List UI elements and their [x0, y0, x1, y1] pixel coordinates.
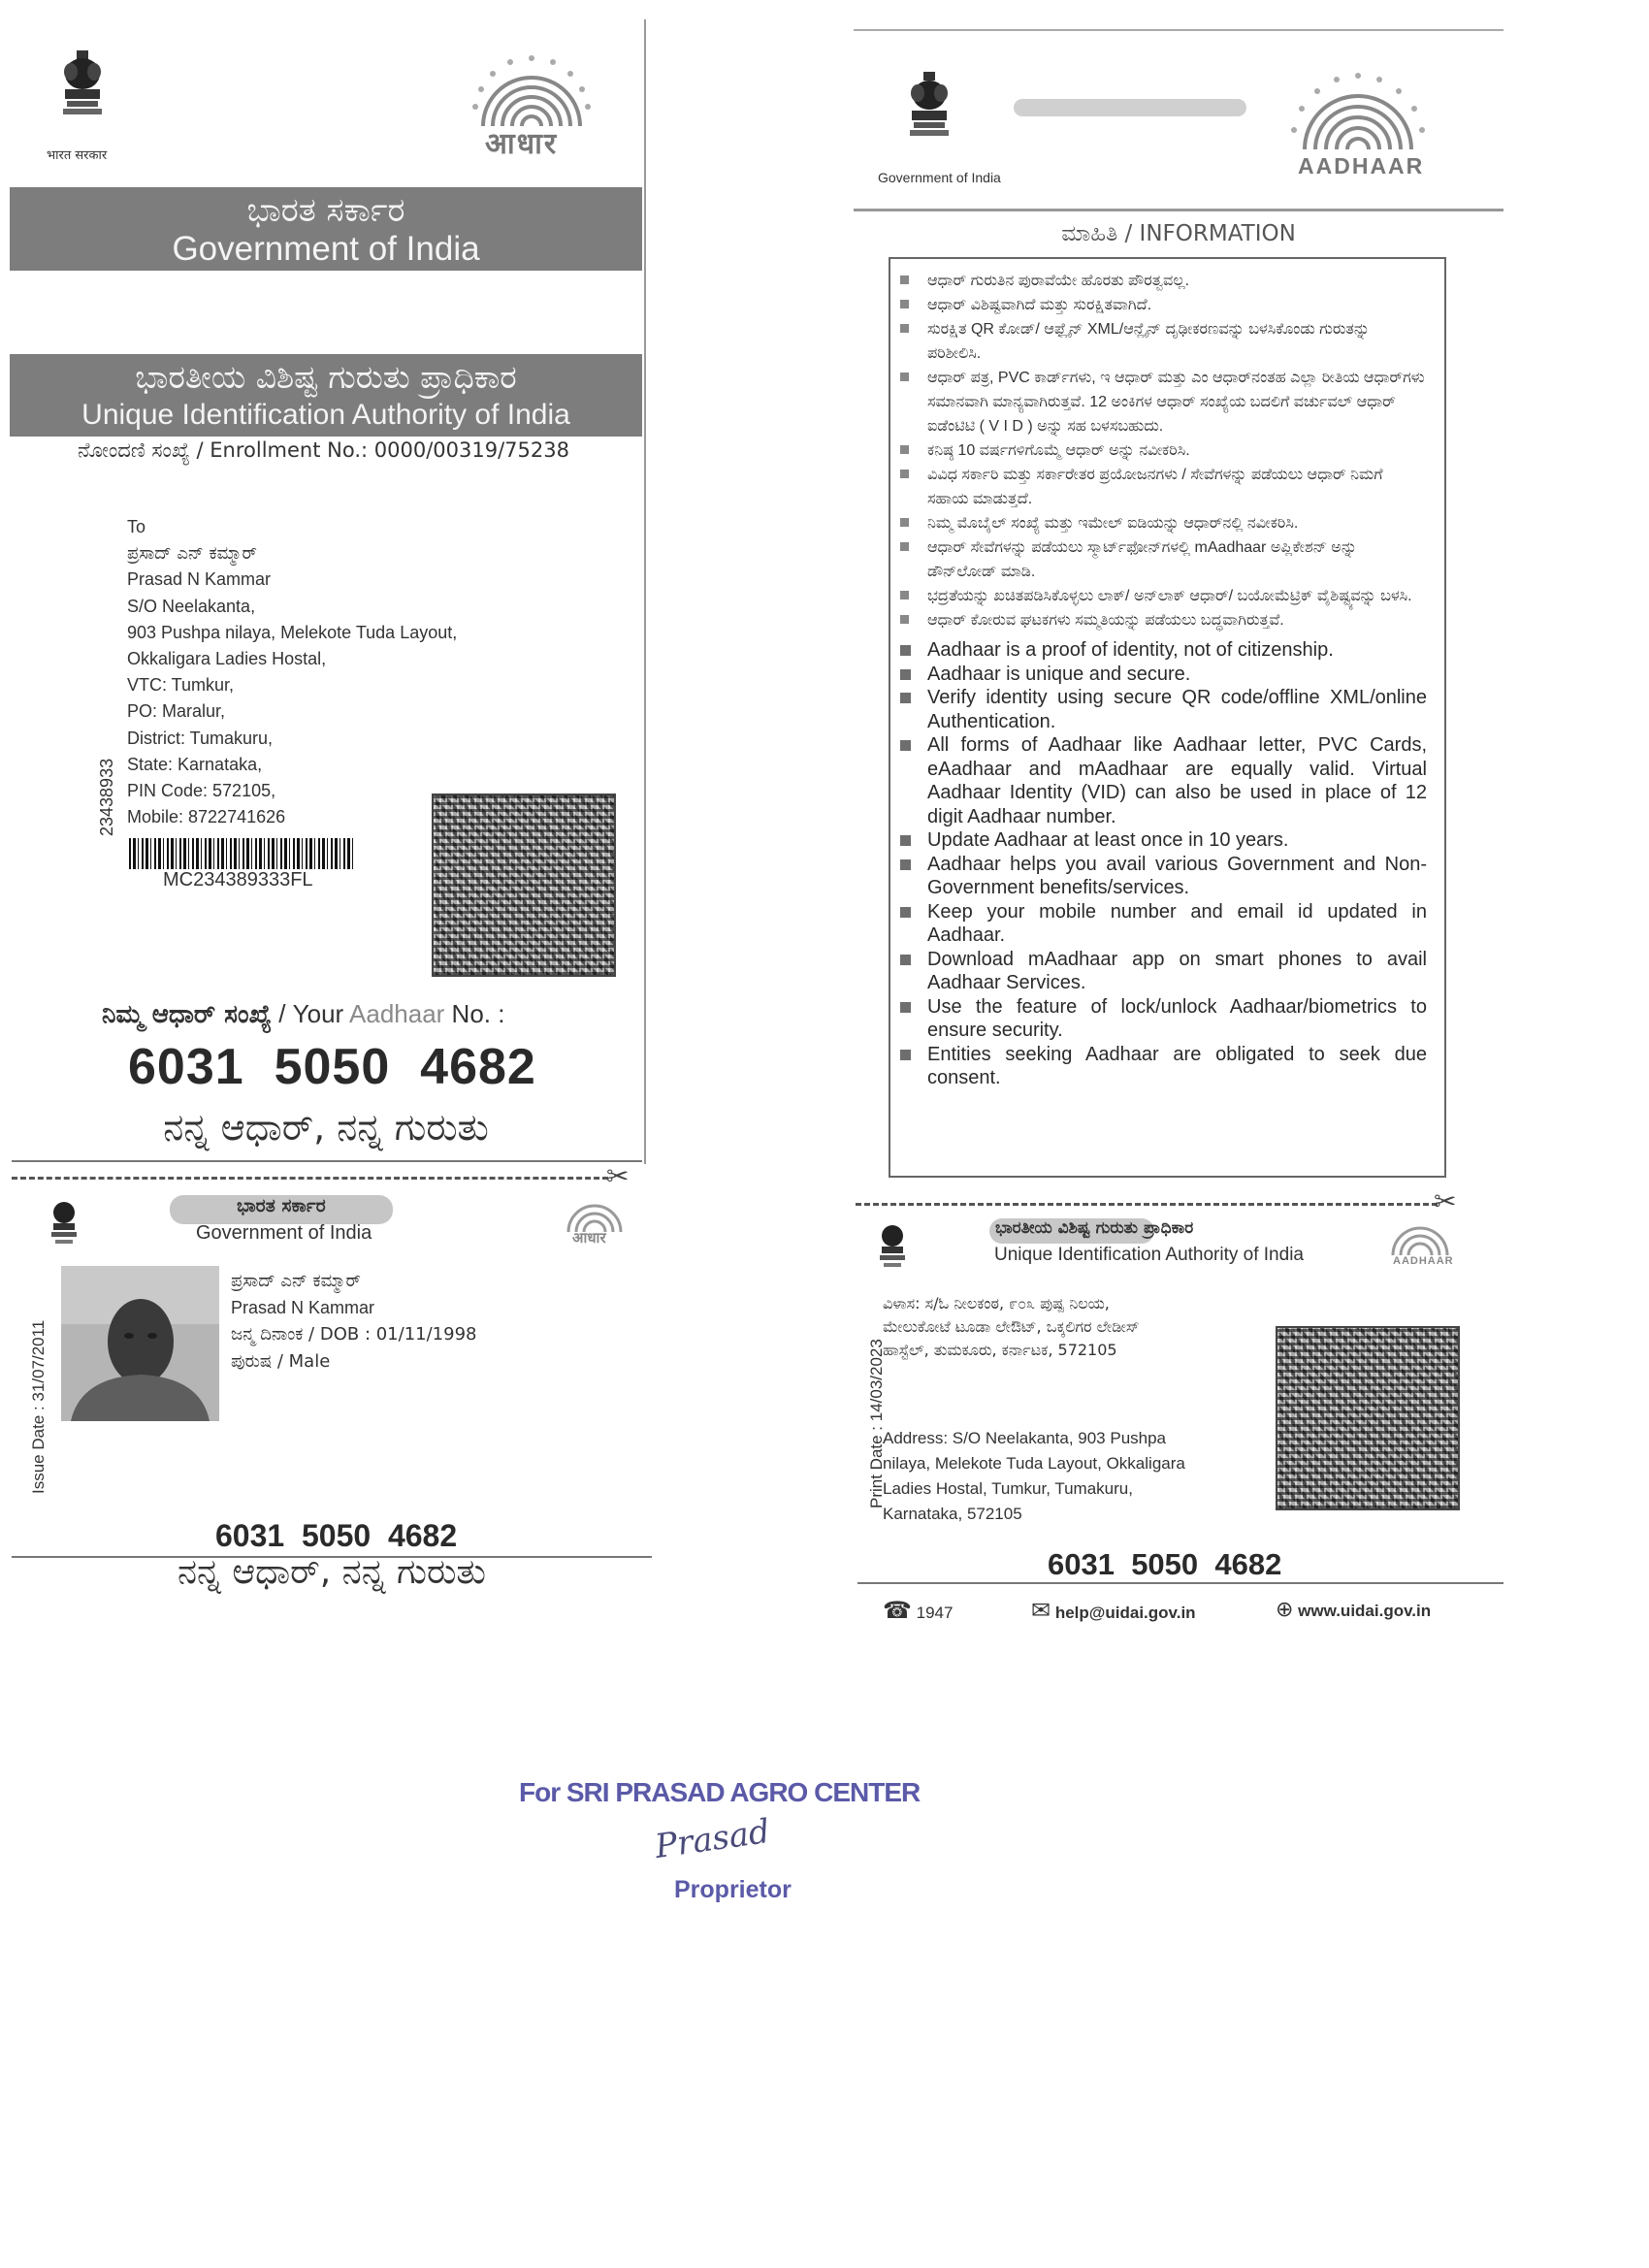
recipient-address: [127, 514, 457, 830]
emblem-caption: भारत सरकार: [47, 148, 108, 163]
your-aadhaar-label: [102, 999, 504, 1030]
address-en: [883, 1426, 1185, 1527]
right-id-card: [854, 1213, 1513, 1639]
address-en-line: Karnataka, 572105: [883, 1505, 1022, 1523]
card-dob: ಜನ್ಮ ದಿನಾಂಕ / DOB : 01/11/1998: [231, 1324, 477, 1345]
divider: [12, 1160, 642, 1162]
address-line: To: [127, 517, 146, 536]
website-url[interactable]: www.uidai.gov.in: [1298, 1602, 1432, 1620]
en-point: All forms of Aadhaar like Aadhaar letter, PVC Cards, eAadhaar and mAadhaar are equally valid. Virtual Aadhaar Identity (VID) can also be used in place of 12 digit Aadhaar number.: [894, 733, 1427, 828]
govt-title-kn: ಭಾರತ ಸರ್ಕಾರ: [246, 191, 405, 230]
info-blurred-header: [1014, 99, 1246, 116]
qr-code: [432, 794, 616, 977]
kn-point: ಆಧಾರ್ ವಿಶಿಷ್ಟವಾಗಿದೆ ಮತ್ತು ಸುರಕ್ಷಿತವಾಗಿದೆ.: [894, 293, 1425, 317]
card-divider: [857, 1582, 1504, 1584]
email-address[interactable]: help@uidai.gov.in: [1054, 1604, 1196, 1622]
address-line: Prasad N Kammar: [127, 569, 272, 590]
label-aadhaar: Aadhaar: [349, 999, 445, 1028]
uidai-title-en: Unique Identification Authority of India: [81, 399, 570, 431]
barcode: [129, 838, 356, 869]
address-line: State: Karnataka,: [127, 754, 263, 774]
address-kn-line: ಮೇಲುಕೋಟೆ ಟೂಡಾ ಲೇಔಟ್, ಒಕ್ಕಲಿಗರ ಲೇಡೀಸ್: [883, 1317, 1140, 1336]
card-tagline: ನನ್ನ ಆಧಾರ್, ನನ್ನ ಗುರುತು: [178, 1552, 486, 1592]
card-logo-text: आधार: [572, 1230, 606, 1247]
card-aadhaar-number: 6031 5050 4682: [215, 1518, 458, 1553]
phone-icon: ☎: [883, 1598, 912, 1624]
address-line: Mobile: 8722741626: [127, 807, 286, 827]
side-number: 23438933: [97, 758, 116, 836]
address-kn: [883, 1292, 1140, 1362]
en-point: Aadhaar is unique and secure.: [894, 663, 1427, 687]
en-point: Verify identity using secure QR code/offline XML/online Authentication.: [894, 686, 1427, 733]
state-emblem-icon: [47, 1195, 81, 1253]
card-name-kn: ಪ್ರಸಾದ್ ಎನ್ ಕಮ್ಮಾರ್: [231, 1271, 361, 1291]
en-point: Keep your mobile number and email id updated in Aadhaar.: [894, 900, 1427, 948]
address-en-line: Ladies Hostal, Tumkur, Tumakuru,: [883, 1479, 1133, 1498]
cut-line-right: [856, 1203, 1438, 1206]
info-heading: ಮಾಹಿತಿ / INFORMATION: [1061, 221, 1296, 246]
globe-icon: ⊕: [1276, 1597, 1294, 1621]
uidai-title-kn: ಭಾರತೀಯ ವಿಶಿಷ್ಟ ಗುರುತು ಪ್ರಾಧಿಕಾರ: [135, 358, 517, 396]
state-emblem-icon: [875, 1218, 910, 1277]
label-end: No. :: [444, 999, 505, 1028]
aadhaar-logo-text: आधार: [485, 128, 559, 160]
address-line: ಪ್ರಸಾದ್ ಎನ್ ಕಮ್ಮಾರ್: [127, 543, 257, 565]
print-date: Print Date : 14/03/2023: [867, 1339, 886, 1508]
en-point: Aadhaar helps you avail various Government and Non- Government benefits/services.: [894, 853, 1427, 900]
card-aadhaar-number: 6031 5050 4682: [1048, 1547, 1282, 1581]
aadhaar-number: 6031 5050 4682: [128, 1039, 536, 1095]
scissors-icon: ✂: [606, 1161, 630, 1191]
card-details: [231, 1268, 476, 1375]
en-point: Use the feature of lock/unlock Aadhaar/biometrics to ensure security.: [894, 995, 1427, 1043]
address-kn-line: ವಿಳಾಸ: ಸ/ಓ ನೀಲಕಂಠ, ೯೦೩ ಪುಷ್ಪ ನಿಲಯ,: [883, 1294, 1110, 1312]
email-icon: ✉: [1031, 1598, 1051, 1624]
card-photo: [61, 1266, 219, 1421]
enrollment-number: ನೋಂದಣಿ ಸಂಖ್ಯೆ / Enrollment No.: 0000/00319/75238: [78, 438, 569, 462]
uidai-kn: ಭಾರತೀಯ ವಿಶಿಷ್ಟ ಗುರುತು ಪ್ರಾಧಿಕಾರ: [995, 1218, 1194, 1238]
uidai-band: [10, 354, 642, 437]
cut-line-left: [12, 1177, 608, 1180]
signature: Prasad: [652, 1811, 773, 1867]
address-en-line: Address: S/O Neelakanta, 903 Pushpa: [883, 1429, 1167, 1447]
kn-point: ಭದ್ರತೆಯನ್ನು ಖಚಿತಪಡಿಸಿಕೊಳ್ಳಲು ಲಾಕ್/ ಅನ್‌ಲಾಕ್ ಆಧಾರ್/ ಬಯೋಮೆಟ್ರಿಕ್ ವೈಶಿಷ್ಟ್ಯವನ್ನು ಬಳಸಿ.: [894, 584, 1425, 608]
en-point: Download mAadhaar app on smart phones to avail Aadhaar Services.: [894, 948, 1427, 995]
phone-number: 1947: [916, 1604, 954, 1622]
info-govt-en: Government of India: [878, 170, 1001, 185]
kn-point: ಆಧಾರ್ ಗುರುತಿನ ಪುರಾವೆಯೇ ಹೊರತು ಪೌರತ್ವವಲ್ಲ.: [894, 269, 1425, 293]
govt-band: [10, 187, 642, 271]
address-line: S/O Neelakanta,: [127, 596, 256, 616]
right-info-panel: [854, 0, 1513, 1188]
tagline: ನನ್ನ ಆಧಾರ್, ನನ್ನ ಗುರುತು: [163, 1106, 489, 1149]
website-contact: [1276, 1597, 1431, 1622]
proprietor-stamp: [519, 1777, 946, 1932]
scissors-icon: ✂: [1434, 1186, 1457, 1216]
en-points: [890, 632, 1444, 1090]
kn-point: ವಿವಿಧ ಸರ್ಕಾರಿ ಮತ್ತು ಸರ್ಕಾರೇತರ ಪ್ರಯೋಜನಗಳು / ಸೇವೆಗಳನ್ನು ಪಡೆಯಲು ಆಧಾರ್ ನಿಮಗೆ ಸಹಾಯ ಮಾಡುತ್ತದೆ.: [894, 463, 1425, 511]
info-box: [889, 257, 1446, 1178]
info-rule: [854, 209, 1504, 211]
en-point: Entities seeking Aadhaar are obligated to seek due consent.: [894, 1043, 1427, 1090]
uidai-en: Unique Identification Authority of India: [994, 1245, 1304, 1265]
state-emblem-icon: [53, 47, 112, 139]
left-id-card: [0, 1183, 660, 1591]
issue-date: Issue Date : 31/07/2011: [29, 1319, 48, 1494]
address-line: District: Tumakuru,: [127, 728, 274, 748]
kn-points: [890, 259, 1444, 632]
kn-point: ಆಧಾರ್ ಪತ್ರ, PVC ಕಾರ್ಡ್‌ಗಳು, ಇ ಆಧಾರ್ ಮತ್ತು ಎಂ ಆಧಾರ್‌ನಂತಹ ಎಲ್ಲಾ ರೀತಿಯ ಆಧಾರ್‌ಗಳು ಸಮಾನವಾಗಿ ಮಾನ್ಯವಾಗಿರುತ್ತವೆ. 12 ಅಂಕಿಗಳ ಆಧಾರ್ ಸಂಖ್ಯೆಯ ಬದಲಿಗೆ ವರ್ಚುವಲ್ ಆಧಾರ್ ಐಡೆಂಟಿಟಿ ( V I D ) ಅನ್ನು ಸಹ ಬಳಸಬಹುದು.: [894, 366, 1425, 438]
kn-point: ಆಧಾರ್ ಸೇವೆಗಳನ್ನು ಪಡೆಯಲು ಸ್ಮಾರ್ಟ್‌ಫೋನ್‌ಗಳಲ್ಲಿ mAadhaar ಅಪ್ಲಿಕೇಶನ್ ಅನ್ನು ಡೌನ್‌ಲೋಡ್ ಮಾಡಿ.: [894, 535, 1425, 584]
card-logo-text: AADHAAR: [1393, 1255, 1454, 1267]
your-aadhaar-label-kn: ನಿಮ್ಮ ಆಧಾರ್ ಸಂಖ್ಯೆ: [102, 1000, 273, 1029]
email-contact: [1031, 1597, 1196, 1625]
kn-point: ಕನಿಷ್ಠ 10 ವರ್ಷಗಳಿಗೊಮ್ಮೆ ಆಧಾರ್ ಅನ್ನು ನವೀಕರಿಸಿ.: [894, 438, 1425, 463]
top-rule: [854, 29, 1504, 31]
card-name-en: Prasad N Kammar: [231, 1297, 375, 1317]
address-line: VTC: Tumkur,: [127, 675, 235, 696]
kn-point: ಸುರಕ್ಷಿತ QR ಕೋಡ್/ ಆಫ್ಲೈನ್ XML/ಆನ್ಲೈನ್ ದೃಢೀಕರಣವನ್ನು ಬಳಸಿಕೊಂಡು ಗುರುತನ್ನು ಪರಿಶೀಲಿಸಿ.: [894, 317, 1425, 366]
address-line: 903 Pushpa nilaya, Melekote Tuda Layout,: [127, 622, 458, 642]
helpline: [883, 1597, 953, 1625]
address-kn-line: ಹಾಸ್ಟೆಲ್, ತುಮಕೂರು, ಕರ್ನಾಟಕ, 572105: [883, 1341, 1117, 1359]
card-govt-en: Government of India: [196, 1222, 372, 1244]
address-line: PIN Code: 572105,: [127, 781, 276, 801]
barcode-text: MC234389333FL: [163, 869, 313, 891]
address-en-line: nilaya, Melekote Tuda Layout, Okkaligara: [883, 1454, 1185, 1473]
state-emblem-icon: [902, 70, 956, 159]
address-line: Okkaligara Ladies Hostal,: [127, 649, 327, 669]
en-point: Aadhaar is a proof of identity, not of citizenship.: [894, 638, 1427, 663]
card-govt-kn: ಭಾರತ ಸರ್ಕಾರ: [237, 1195, 326, 1216]
left-letter: [0, 0, 650, 1174]
address-line: PO: Maralur,: [127, 701, 226, 722]
label-sep: / Your: [272, 999, 350, 1028]
stamp-line1: For SRI PRASAD AGRO CENTER: [519, 1777, 921, 1807]
kn-point: ಆಧಾರ್ ಕೋರುವ ಘಟಕಗಳು ಸಮ್ಮತಿಯನ್ನು ಪಡೆಯಲು ಬದ್ಧವಾಗಿರುತ್ತವೆ.: [894, 608, 1425, 632]
stamp-line2: Proprietor: [674, 1876, 792, 1903]
aadhaar-logo-icon: [1280, 70, 1436, 157]
card-gender: ಪುರುಷ / Male: [231, 1350, 331, 1372]
info-logo-text: AADHAAR: [1298, 153, 1425, 178]
qr-code: [1276, 1326, 1460, 1510]
en-point: Update Aadhaar at least once in 10 years.: [894, 828, 1427, 853]
govt-title-en: Government of India: [172, 230, 480, 268]
kn-point: ನಿಮ್ಮ ಮೊಬೈಲ್ ಸಂಖ್ಯೆ ಮತ್ತು ಇಮೇಲ್ ಐಡಿಯನ್ನು ಆಧಾರ್‌ನಲ್ಲಿ ನವೀಕರಿಸಿ.: [894, 511, 1425, 535]
aadhaar-logo-icon: [1385, 1220, 1455, 1259]
